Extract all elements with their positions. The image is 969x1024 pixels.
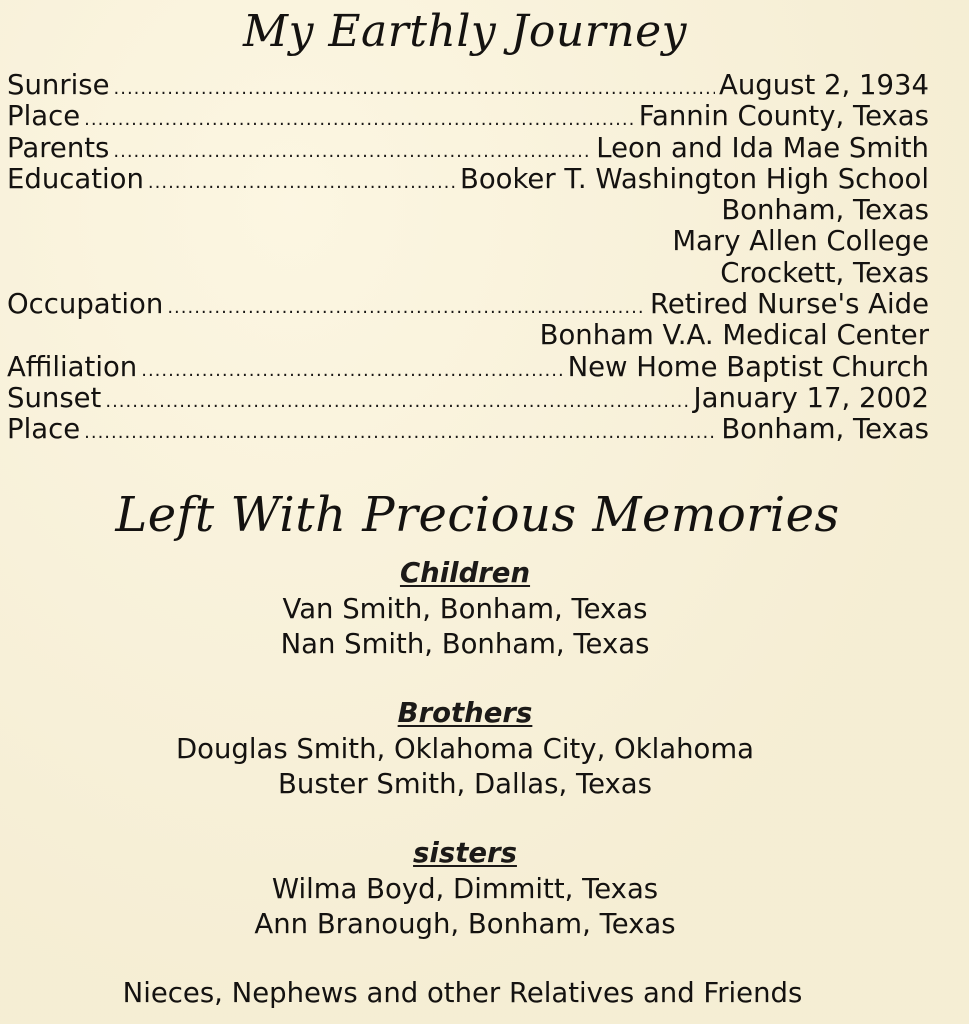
journey-row-education — [7, 164, 929, 195]
journey-value: Retired Nurse's Aide — [649, 289, 929, 321]
dot-leader — [148, 167, 456, 195]
journey-row-sunset — [7, 383, 929, 414]
journey-value: Bonham, Texas — [721, 414, 929, 446]
journey-row-sunrise — [7, 70, 929, 101]
journey-label: Education — [7, 163, 144, 195]
journey-row-affiliation — [7, 352, 929, 383]
journey-row-education-cont — [7, 195, 929, 226]
journey-label: Parents — [7, 132, 110, 164]
journey-title: My Earthly Journey — [243, 6, 687, 57]
family-member: Van Smith, Bonham, Texas — [282, 593, 648, 625]
journey-value: New Home Baptist Church — [567, 351, 929, 383]
dot-leader — [84, 417, 717, 445]
journey-value: Fannin County, Texas — [638, 101, 929, 133]
memories-list — [0, 554, 930, 941]
family-member: Douglas Smith, Oklahoma City, Oklahoma — [175, 733, 755, 765]
journey-row-education-cont — [7, 258, 929, 289]
spacer — [0, 661, 930, 694]
dot-leader — [114, 73, 716, 101]
closing-line: Nieces, Nephews and other Relatives and Friends — [122, 977, 803, 1009]
journey-value: January 17, 2002 — [693, 382, 929, 414]
section-heading: sisters — [413, 837, 517, 869]
section-heading: Brothers — [397, 697, 533, 729]
journey-value: Leon and Ida Mae Smith — [596, 132, 929, 164]
family-member: Ann Branough, Bonham, Texas — [254, 907, 676, 940]
section-children — [0, 554, 930, 661]
journey-row-place — [7, 101, 929, 132]
dot-leader — [113, 136, 592, 164]
dot-leader — [141, 355, 563, 383]
family-member: Buster Smith, Dallas, Texas — [278, 767, 652, 800]
spacer — [0, 801, 930, 834]
journey-row-education-cont — [7, 226, 929, 257]
journey-label: Place — [7, 101, 81, 133]
journey-row-occupation — [7, 289, 929, 320]
journey-label: Occupation — [7, 289, 164, 321]
journey-value: Crockett, Texas — [720, 257, 929, 289]
family-member: Nan Smith, Bonham, Texas — [280, 627, 650, 660]
dot-leader — [167, 292, 646, 320]
journey-label: Affiliation — [7, 351, 138, 383]
journey-row-occupation-cont — [7, 320, 929, 351]
journey-value: Mary Allen College — [672, 226, 929, 258]
journey-value: Bonham V.A. Medical Center — [539, 320, 929, 352]
family-member: Wilma Boyd, Dimmitt, Texas — [271, 873, 659, 905]
journey-value: Booker T. Washington High School — [459, 163, 929, 195]
section-brothers — [0, 694, 930, 801]
journey-label: Sunset — [7, 382, 102, 414]
dot-leader — [105, 386, 689, 414]
journey-label: Place — [7, 414, 81, 446]
section-heading: Children — [399, 557, 531, 589]
memories-title: Left With Precious Memories — [115, 487, 840, 543]
section-sisters — [0, 834, 930, 941]
journey-value: August 2, 1934 — [719, 70, 929, 101]
journey-label: Sunrise — [7, 70, 110, 101]
journey-row-parents — [7, 133, 929, 164]
dot-leader — [84, 104, 635, 132]
journey-row-place-final — [7, 414, 929, 445]
journey-list — [7, 70, 929, 446]
journey-value: Bonham, Texas — [721, 195, 929, 227]
